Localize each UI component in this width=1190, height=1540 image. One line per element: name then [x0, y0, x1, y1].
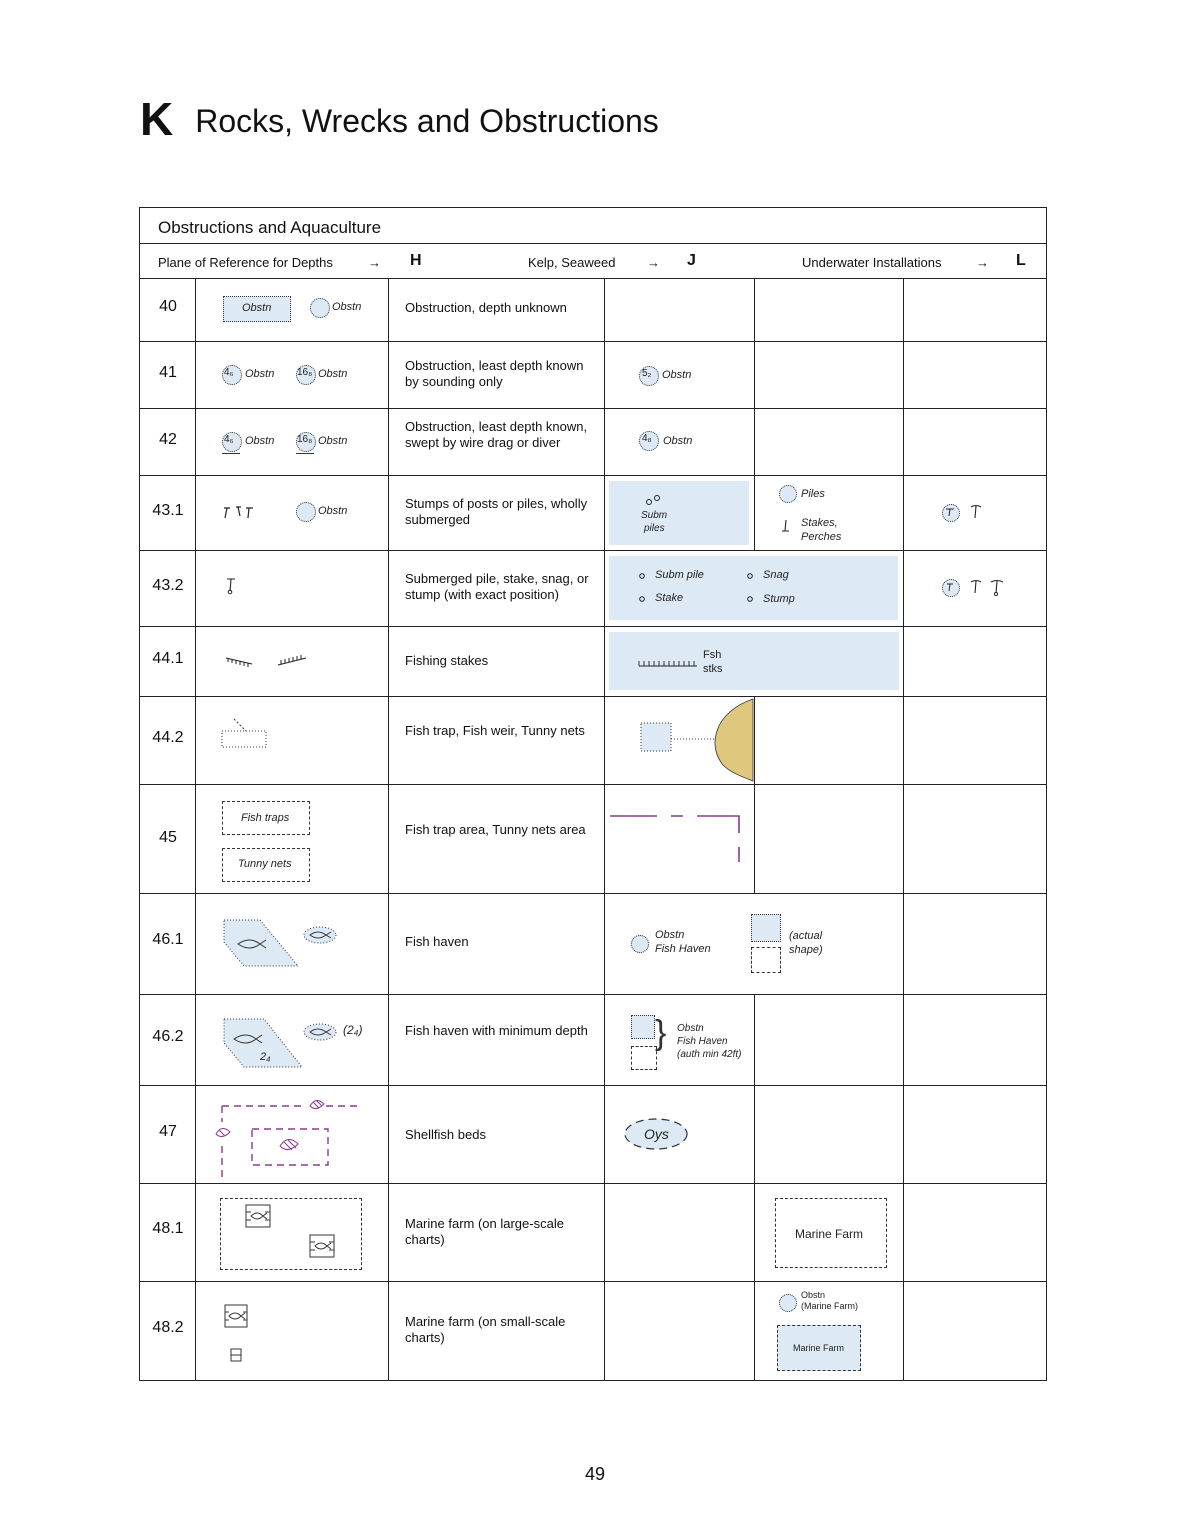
table-row	[140, 785, 1046, 894]
table-row	[140, 1086, 1046, 1184]
row-number: 46.1	[152, 931, 184, 948]
fish-haven-shape-outline	[751, 947, 781, 973]
stump-icon	[970, 504, 982, 520]
marine-farm-icon	[309, 1234, 335, 1258]
obstn-label: Obstn	[318, 435, 348, 447]
marine-farm-small-icon	[230, 1348, 242, 1362]
arrow-icon: →	[647, 255, 660, 270]
row-number: 45	[159, 829, 177, 846]
row-description: Submerged pile, stake, snag, or stump (with exact position)	[405, 571, 589, 602]
fish-weir-icon	[635, 697, 755, 783]
fish-haven-icon	[302, 924, 338, 946]
obstn-label: Obstn	[245, 435, 275, 447]
stakes-label: Stakes,	[801, 517, 838, 529]
marine-farm-icon	[245, 1204, 271, 1228]
reference-bar	[140, 244, 1046, 279]
table-row	[140, 697, 1046, 785]
swept-bar-icon	[222, 453, 240, 454]
snag-small-icon	[945, 582, 955, 592]
page-number: 49	[584, 1464, 606, 1484]
row-number: 43.2	[152, 577, 184, 594]
row-number: 44.1	[152, 650, 184, 667]
subm-piles-area	[609, 481, 749, 545]
row-description: Fishing stakes	[405, 653, 489, 668]
obstn-label: Obstn	[677, 1023, 704, 1034]
obstn-label: Obstn	[663, 435, 693, 447]
marine-farm-label: Marine Farm	[795, 1227, 864, 1241]
row-number: 48.2	[152, 1319, 184, 1336]
row-number: 44.2	[152, 729, 184, 746]
snag-icon	[990, 579, 1004, 597]
oys-label: Oys	[644, 1126, 669, 1142]
plane-ref-link[interactable]: H	[410, 252, 422, 269]
depth-value: 4₈	[642, 433, 652, 444]
row-number: 48.1	[152, 1220, 184, 1237]
page-title	[140, 92, 659, 146]
snag-icon	[970, 579, 982, 595]
depth-value: 5₂	[642, 368, 652, 379]
shellfish-beds-icon	[214, 1092, 364, 1178]
fish-haven-icon	[302, 1021, 338, 1043]
row-description: Fish trap area, Tunny nets area	[405, 822, 586, 837]
row-description: Obstruction, depth unknown	[405, 300, 567, 315]
stump-icon	[945, 507, 955, 517]
row-number: 43.1	[152, 502, 184, 519]
piles-label: piles	[644, 523, 665, 534]
depth-value: 16₈	[297, 367, 313, 378]
fish-haven-box-outline	[631, 1046, 657, 1070]
fsh-label: Fsh	[703, 649, 722, 661]
stumps-icon	[222, 504, 262, 520]
depth-value: 4₆	[224, 367, 234, 378]
pile-dot-icon	[638, 572, 646, 580]
row-number: 40	[159, 298, 177, 315]
fish-trap-area-line	[609, 811, 749, 867]
table-row	[140, 551, 1046, 627]
plane-ref-label: Plane of Reference for Depths	[158, 255, 333, 270]
row-description: Stumps of posts or piles, wholly submerged	[405, 496, 588, 527]
row-description: Fish trap, Fish weir, Tunny nets	[405, 723, 585, 738]
piles-icon	[645, 494, 665, 506]
auth-min-label: (auth min 42ft)	[677, 1049, 742, 1060]
fishing-stakes-icon	[224, 655, 314, 669]
subm-pile-label: Subm pile	[655, 569, 704, 581]
stake-icon	[781, 520, 791, 532]
row-number: 47	[159, 1123, 177, 1140]
fishing-stakes-icon	[638, 659, 698, 667]
marine-farm-label: Marine Farm	[793, 1343, 845, 1353]
section-title: Obstructions and Aquaculture	[140, 208, 1046, 244]
obstn-label: Obstn	[318, 368, 348, 380]
fish-haven-box-symbol	[631, 1015, 655, 1039]
depth-value: 4₆	[224, 434, 234, 445]
actual-shape-label: shape)	[789, 944, 823, 956]
obstruction-circle-symbol	[779, 1294, 797, 1312]
obstn-label: Obstn	[242, 302, 272, 314]
obstn-label: Obstn	[655, 929, 685, 941]
table-row	[140, 1282, 1046, 1380]
fish-trap-icon	[220, 717, 270, 753]
obstn-label: Obstn	[318, 505, 348, 517]
kelp-ref-label: Kelp, Seaweed	[528, 255, 616, 270]
obstruction-circle-symbol	[296, 502, 316, 522]
stump-dot-icon	[746, 595, 754, 603]
obstruction-circle-symbol	[631, 935, 649, 953]
marine-farm-icon	[224, 1304, 248, 1328]
obstn-label: Obstn	[662, 369, 692, 381]
actual-shape-label: (actual	[789, 930, 823, 942]
table-row	[140, 342, 1046, 409]
perches-label: Perches	[801, 531, 842, 543]
table-row	[140, 278, 1046, 342]
row-description: Fish haven	[405, 934, 469, 949]
row-description: Obstruction, least depth known, swept by wire drag or diver	[405, 419, 588, 450]
fish-haven-shape-symbol	[751, 914, 781, 942]
fish-haven-label: Fish Haven	[677, 1036, 728, 1047]
row-number: 42	[159, 431, 177, 448]
row-description: Marine farm (on small-scale charts)	[405, 1314, 566, 1345]
table-row	[140, 995, 1046, 1086]
stake-label: Stake	[655, 592, 684, 604]
stks-label: stks	[703, 663, 723, 675]
tunny-nets-label: Tunny nets	[238, 858, 292, 870]
fish-traps-label: Fish traps	[241, 812, 290, 824]
symbol-table	[139, 207, 1047, 1381]
snag-dot-icon	[746, 572, 754, 580]
brace-icon: }	[655, 1014, 667, 1052]
table-row	[140, 894, 1046, 995]
table-row	[140, 1184, 1046, 1282]
obstruction-circle-symbol	[310, 298, 330, 318]
fish-haven-label: Fish Haven	[655, 943, 711, 955]
chapter-letter: K	[140, 93, 174, 145]
min-depth-label: 2₄	[260, 1051, 271, 1063]
obstn-label: Obstn	[801, 1290, 826, 1300]
row-description: Fish haven with minimum depth	[405, 1023, 588, 1038]
underwater-ref-link[interactable]: L	[1016, 252, 1026, 269]
kelp-ref-link[interactable]: J	[687, 252, 696, 269]
underwater-ref-label: Underwater Installations	[802, 255, 942, 270]
obstn-label: Obstn	[332, 301, 362, 313]
piles-label: Piles	[801, 488, 825, 500]
stake-dot-icon	[638, 595, 646, 603]
stump-label: Stump	[763, 593, 795, 605]
marine-farm-label: (Marine Farm)	[801, 1301, 859, 1311]
snag-label: Snag	[763, 569, 789, 581]
table-row	[140, 476, 1046, 551]
arrow-icon: →	[368, 255, 381, 270]
table-row	[140, 627, 1046, 697]
swept-bar-icon	[296, 453, 314, 454]
obstn-label: Obstn	[245, 368, 275, 380]
min-depth-label: (2₄)	[343, 1023, 363, 1037]
piles-circle-symbol	[779, 485, 797, 503]
row-number: 41	[159, 364, 177, 381]
chapter-title: Rocks, Wrecks and Obstructions	[195, 103, 659, 139]
row-description: Shellfish beds	[405, 1127, 486, 1142]
row-description: Obstruction, least depth known by sounding only	[405, 358, 584, 389]
arrow-icon: →	[976, 255, 989, 270]
row-description: Marine farm (on large-scale charts)	[405, 1216, 564, 1247]
marine-farm-area-symbol	[220, 1198, 362, 1270]
fish-haven-area-icon	[222, 916, 302, 970]
subm-label: Subm	[641, 510, 668, 521]
depth-value: 16₈	[297, 434, 313, 445]
row-number: 46.2	[152, 1028, 184, 1045]
table-row	[140, 409, 1046, 476]
snag-icon	[226, 577, 238, 595]
